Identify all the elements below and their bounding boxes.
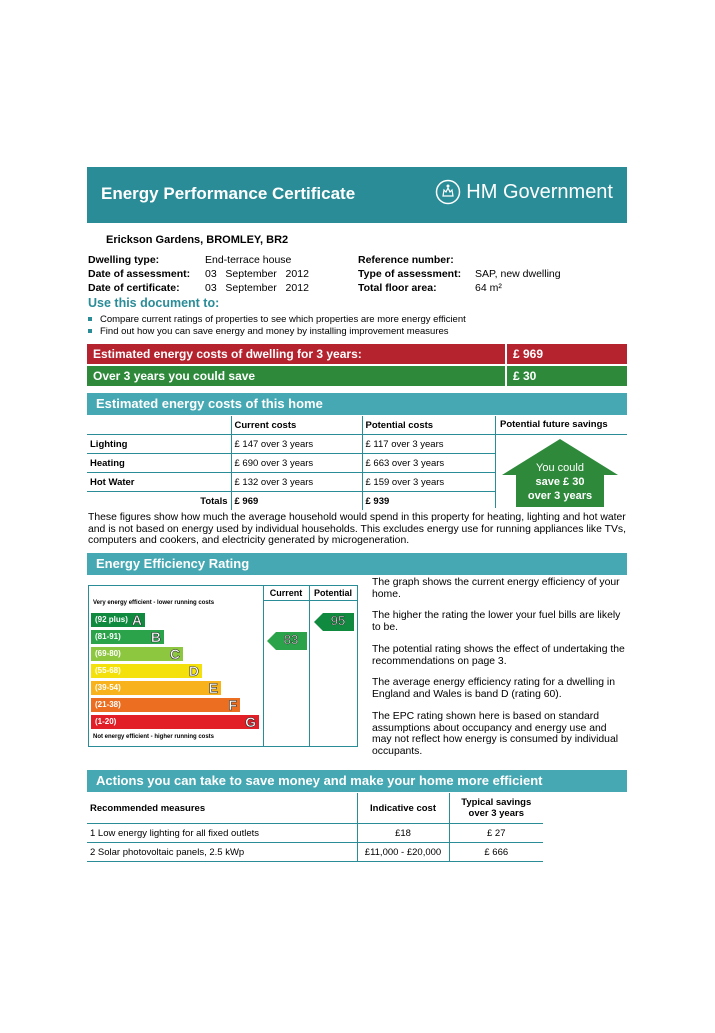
estimated-cost-label: Estimated energy costs of dwelling for 3 years: [93, 347, 362, 361]
rating-section-heading [87, 553, 627, 575]
reference-number-label: Reference number: [358, 254, 454, 266]
royal-crest-icon [435, 179, 461, 205]
total-potential: £ 939 [362, 492, 495, 511]
efficient-note: Very energy efficient - lower running costs [93, 600, 215, 606]
current-rating-value: 83 [283, 632, 299, 647]
floor-area-value: 64 m² [475, 282, 502, 294]
band-c [91, 647, 183, 661]
savings-header [449, 793, 543, 824]
band-letter: E [208, 680, 218, 696]
band-range: (92 plus) [95, 615, 128, 624]
arrow-line-2: save £ 30 [535, 476, 585, 488]
current-costs-header: Current costs [231, 416, 362, 435]
band-letter: F [228, 697, 237, 713]
table-row [87, 824, 543, 843]
potential-costs-header: Potential costs [362, 416, 495, 435]
hm-government-text: HM Government [466, 180, 613, 203]
future-savings-rule [495, 434, 627, 435]
costs-header-blank [87, 416, 231, 435]
hm-government-logo [435, 179, 613, 205]
certificate-date-label: Date of certificate: [88, 282, 180, 294]
measure-cost: £11,000 - £20,000 [357, 843, 449, 862]
certificate-header [87, 167, 627, 223]
costs-heading-text: Estimated energy costs of this home [96, 396, 323, 411]
table-row [87, 435, 495, 454]
bullet-text: Find out how you can save energy and money by installing improvement measures [100, 326, 449, 337]
rating-paragraph: The higher the rating the lower your fuel bills are likely to be. [372, 610, 621, 633]
floor-area-label: Total floor area: [358, 282, 437, 294]
band-f [91, 698, 240, 712]
band-e [91, 681, 221, 695]
savings-value: £ 30 [513, 369, 537, 383]
future-savings-header: Potential future savings [500, 419, 608, 430]
band-range: (55-68) [95, 666, 121, 675]
cost-row-name: Lighting [87, 435, 231, 454]
rating-paragraph: The average energy efficiency rating for a dwelling in England and Wales is band D (rating 60). [372, 677, 615, 700]
potential-column-header: Potential [313, 588, 352, 598]
cost-row-current: £ 690 over 3 years [231, 454, 362, 473]
bullet-icon [88, 317, 92, 321]
current-column-header: Current [269, 588, 303, 598]
arrow-line-1: You could [536, 462, 584, 474]
estimated-cost-bar [87, 344, 627, 364]
details-right [358, 253, 561, 295]
cost-explanation: These figures show how much the average household would spend in this property for heating, lighting and hot water and is not based on energy used by individual households. This excludes energy use for running appliances like TVs, computers and cookers, and electricity generated by microgeneration. [88, 512, 626, 547]
cost-row-potential: £ 117 over 3 years [362, 435, 495, 454]
property-address: Erickson Gardens, BROMLEY, BR2 [106, 234, 289, 246]
band-letter: B [150, 629, 161, 645]
measure-name: 2 Solar photovoltaic panels, 2.5 kWp [87, 843, 357, 862]
band-letter: D [188, 663, 199, 679]
bullet-icon [88, 329, 92, 333]
rating-paragraph: The graph shows the current energy efficiency of your home. [372, 577, 620, 600]
savings-header-line-1: Typical savings [461, 797, 532, 808]
actions-table [87, 793, 543, 862]
measure-saving: £ 27 [449, 824, 543, 843]
rating-chart [88, 585, 358, 747]
cost-row-potential: £ 159 over 3 years [362, 473, 495, 492]
totals-row [87, 492, 495, 511]
savings-arrow-text [516, 461, 604, 503]
table-row [87, 454, 495, 473]
assessment-type-label: Type of assessment: [358, 268, 462, 280]
table-row [87, 473, 495, 492]
savings-label: Over 3 years you could save [93, 369, 256, 383]
band-g [91, 715, 259, 729]
actions-heading-text: Actions you can take to save money and make your home more efficient [96, 773, 543, 788]
measures-header: Recommended measures [87, 793, 357, 824]
measure-saving: £ 666 [449, 843, 543, 862]
potential-rating-value: 95 [330, 613, 346, 628]
costs-header-row [87, 416, 495, 435]
dwelling-type-label: Dwelling type: [88, 254, 160, 266]
band-letter: A [131, 612, 142, 628]
column-divider [495, 416, 496, 508]
actions-header-row [87, 793, 543, 824]
arrow-line-3: over 3 years [527, 490, 593, 502]
band-a [91, 613, 145, 627]
chart-header-rule [263, 600, 357, 601]
bullet-item [88, 326, 449, 337]
estimated-cost-value: £ 969 [513, 347, 544, 361]
cost-row-current: £ 147 over 3 years [231, 435, 362, 454]
bullet-text: Compare current ratings of properties to see which properties are more energy efficient [100, 314, 466, 325]
band-range: (1-20) [95, 717, 117, 726]
assessment-date-label: Date of assessment: [88, 268, 191, 280]
totals-label: Totals [200, 495, 228, 507]
rating-paragraph: The potential rating shows the effect of undertaking the recommendations on page 3. [372, 644, 625, 667]
band-letter: G [245, 714, 256, 730]
details-left [88, 253, 309, 295]
band-b [91, 630, 164, 644]
rating-paragraph: The EPC rating shown here is based on standard assumptions about occupancy and energy use and may not reflect how energy is consumed by individual occupants. [372, 711, 619, 757]
actions-section-heading [87, 770, 627, 792]
page-title: Energy Performance Certificate [101, 184, 356, 203]
band-letter: C [169, 646, 180, 662]
cost-header: Indicative cost [357, 793, 449, 824]
total-current: £ 969 [231, 492, 362, 511]
assessment-type-value: SAP, new dwelling [475, 268, 561, 280]
band-range: (81-91) [95, 632, 121, 641]
measure-name: 1 Low energy lighting for all fixed outlets [87, 824, 357, 843]
table-row [87, 843, 543, 862]
band-range: (39-54) [95, 683, 121, 692]
cost-row-potential: £ 663 over 3 years [362, 454, 495, 473]
savings-header-line-2: over 3 years [468, 808, 524, 819]
cost-row-current: £ 132 over 3 years [231, 473, 362, 492]
bar-separator [505, 344, 507, 364]
costs-table [87, 416, 495, 510]
band-d [91, 664, 202, 678]
inefficient-note: Not energy efficient - higher running costs [93, 734, 215, 740]
chart-divider [309, 586, 310, 746]
costs-section-heading [87, 393, 627, 415]
dwelling-type-value: End-terrace house [205, 254, 292, 266]
savings-bar [87, 366, 627, 386]
use-document-heading: Use this document to: [88, 296, 220, 310]
assessment-date-value: 03 September 2012 [205, 268, 309, 280]
band-range: (21-38) [95, 700, 121, 709]
certificate-date-value: 03 September 2012 [205, 282, 309, 294]
bar-separator [505, 366, 507, 386]
chart-divider [263, 586, 264, 746]
band-range: (69-80) [95, 649, 121, 658]
measure-cost: £18 [357, 824, 449, 843]
cost-row-name: Heating [87, 454, 231, 473]
bullet-item [88, 314, 466, 325]
rating-heading-text: Energy Efficiency Rating [96, 556, 250, 571]
cost-row-name: Hot Water [87, 473, 231, 492]
